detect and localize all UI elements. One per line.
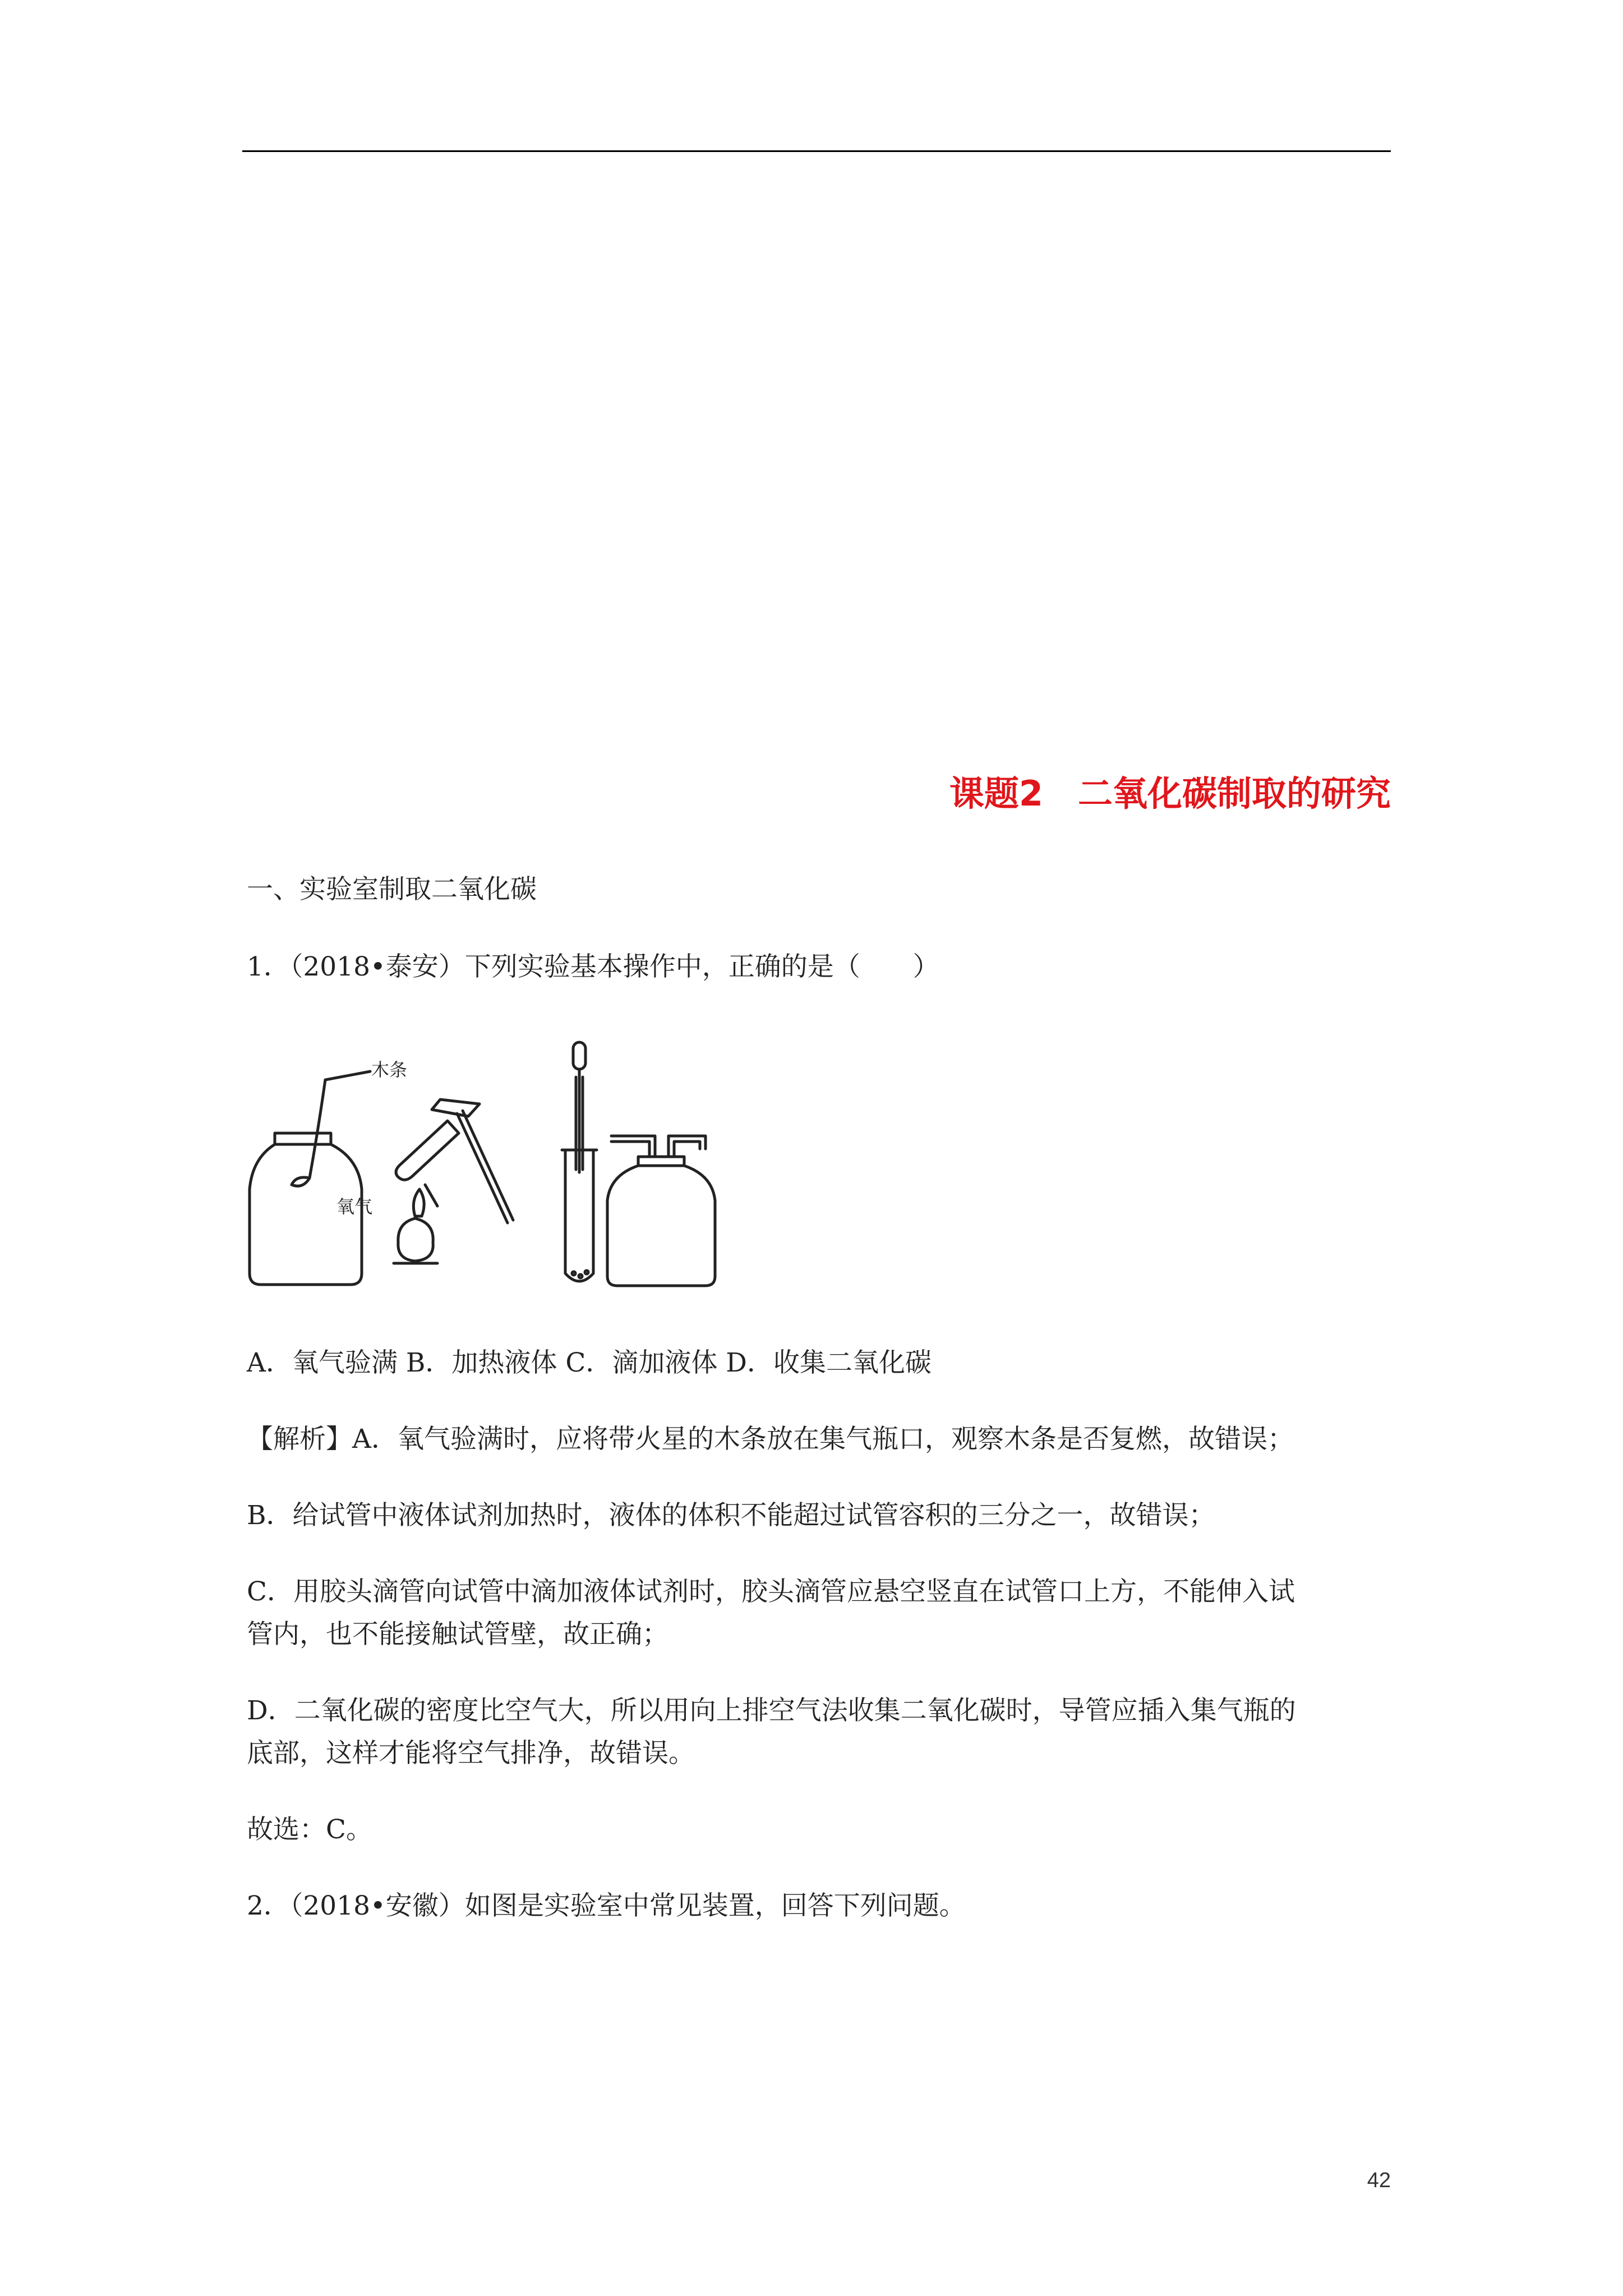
question-1-figure [247,1038,751,1296]
oxygen-label: 氧气 [336,1196,373,1217]
question-2-stem: 2．（2018•安徽）如图是实验室中常见装置，回答下列问题。 [247,1890,966,1921]
heating-liquid-drawing [394,1099,513,1263]
collection-bottle-drawing [607,1136,715,1286]
analysis-b: B．给试管中液体试剂加热时，液体的体积不能超过试管容积的三分之一，故错误； [247,1500,1215,1531]
oxygen-jar-drawing [250,1071,373,1285]
section-heading: 一、实验室制取二氧化碳 [247,874,537,905]
header-rule [242,150,1391,152]
wooden-stick-label: 木条 [371,1059,408,1080]
question-1-stem: 1．（2018•泰安）下列实验基本操作中，正确的是（ ） [247,951,939,982]
analysis-c-line1: C．用胶头滴管向试管中滴加液体试剂时，胶头滴管应悬空竖直在试管口上方，不能伸入试 [247,1576,1295,1607]
dropper-drawing [562,1042,597,1281]
analysis-a: 【解析】A．氧气验满时，应将带火星的木条放在集气瓶口，观察木条是否复燃，故错误； [247,1424,1294,1455]
analysis-d-line1: D．二氧化碳的密度比空气大，所以用向上排空气法收集二氧化碳时，导管应插入集气瓶的 [247,1695,1296,1726]
page-number: 42 [1367,2169,1391,2192]
answer-line: 故选：C。 [247,1814,372,1845]
analysis-c-line2: 管内，也不能接触试管壁，故正确； [247,1619,668,1650]
lesson-title: 课题2 二氧化碳制取的研究 [949,773,1391,814]
analysis-d-line2: 底部，这样才能将空气排净，故错误。 [247,1738,695,1769]
lab-apparatus-illustration [247,1038,751,1296]
question-1-options: A．氧气验满 B．加热液体 C．滴加液体 D．收集二氧化碳 [247,1347,932,1378]
